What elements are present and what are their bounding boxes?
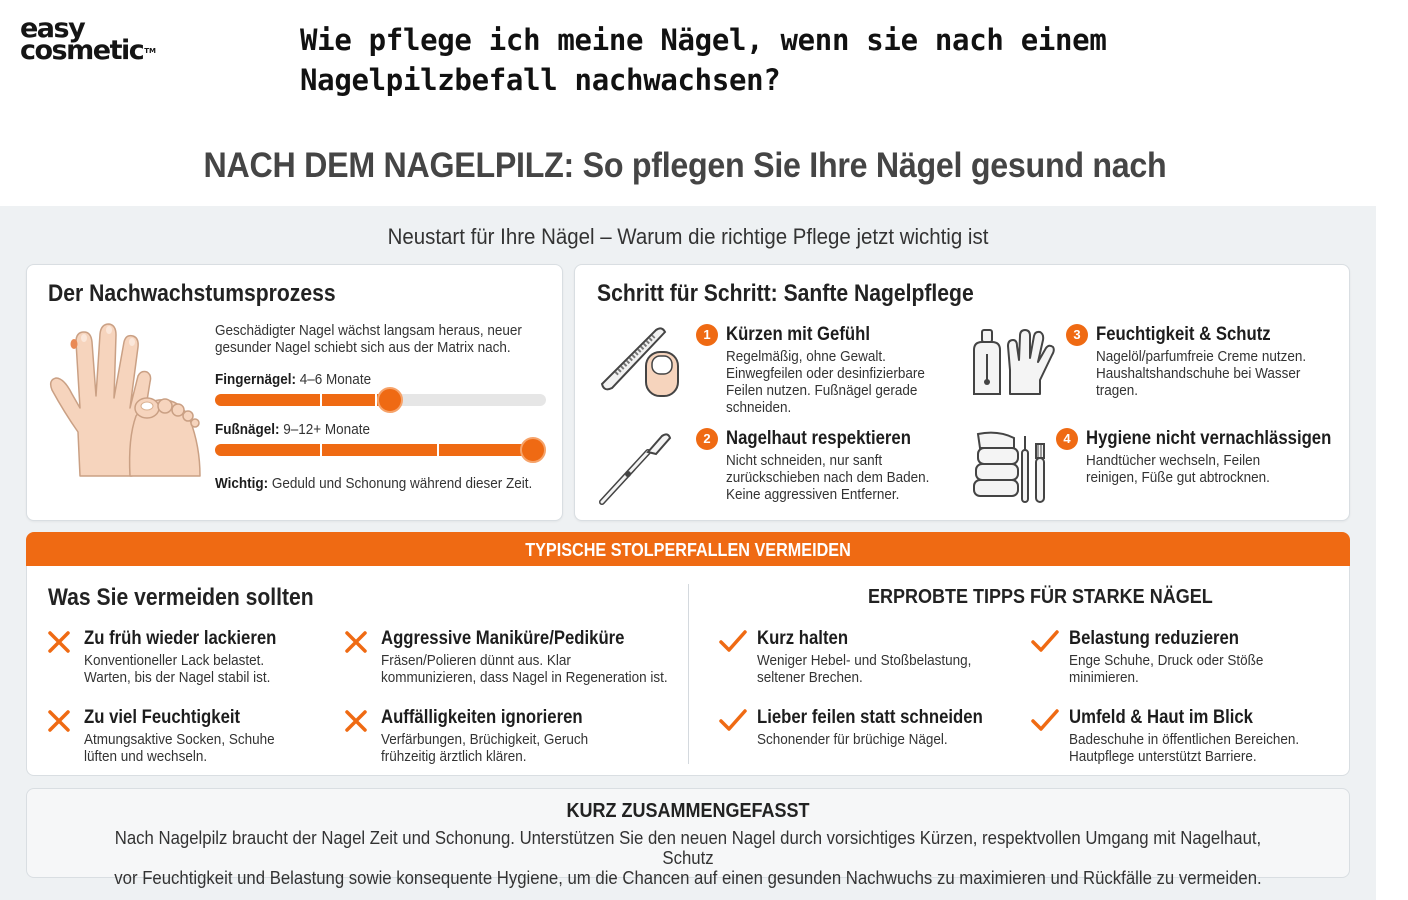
nail-file-icon: [594, 322, 686, 402]
step-3-line-1: Nagelöl/parfumfreie Creme nutzen.: [1096, 348, 1307, 365]
steps-card-title: Schritt für Schritt: Sanfte Nagelpflege: [597, 280, 974, 307]
step-4-badge: 4: [1056, 428, 1078, 450]
tip-1-line-2: seltener Brechen.: [757, 669, 863, 686]
step-2-line-3: Keine aggressiven Entferner.: [726, 486, 900, 503]
step-1-title: Kürzen mit Gefühl: [726, 324, 870, 345]
infographic-title: NACH DEM NAGELPILZ: So pflegen Sie Ihre Nägel gesund nach: [203, 146, 1167, 185]
finger-value: 4–6 Monate: [299, 371, 372, 388]
check-icon: [718, 628, 748, 654]
avoid-3-title: Zu viel Feuchtigkeit: [84, 707, 241, 728]
toe-value: 9–12+ Monate: [283, 421, 370, 438]
step-3-line-2: Haushaltshandschuhe bei Wasser: [1096, 365, 1301, 382]
cross-icon: [46, 708, 72, 734]
step-1-line-2: Einwegfeilen oder desinfizierbare: [726, 365, 925, 382]
cross-icon: [46, 629, 72, 655]
avoid-3-line-1: Atmungsaktive Socken, Schuhe: [84, 731, 275, 748]
step-1-line-4: schneiden.: [726, 399, 792, 416]
summary-title: KURZ ZUSAMMENGEFASST: [566, 800, 810, 822]
avoid-2-line-2: kommunizieren, dass Nagel in Regeneration ist.: [381, 669, 668, 686]
toe-bar-segment: [437, 444, 439, 456]
toenail-marker-icon: [520, 437, 546, 463]
question-line-2: Nagelpilzbefall nachwachsen?: [300, 63, 781, 97]
avoid-3-line-2: lüften und wechseln.: [84, 748, 208, 765]
toe-progress-fill: [215, 444, 536, 456]
avoid-1-line-2: Warten, bis der Nagel stabil ist.: [84, 669, 271, 686]
tip-2-line-1: Enge Schuhe, Druck oder Stöße: [1069, 652, 1264, 669]
check-icon: [1030, 707, 1060, 733]
avoid-1-line-1: Konventioneller Lack belastet.: [84, 652, 265, 669]
oil-bottle-glove-icon: [970, 324, 1056, 398]
tip-1-title: Kurz halten: [757, 628, 849, 649]
towels-brush-icon: [970, 428, 1054, 506]
finger-label: Fingernägel:: [215, 371, 297, 388]
step-1-badge: 1: [696, 324, 718, 346]
infographic-subtitle: Neustart für Ihre Nägel – Warum die richtige Pflege jetzt wichtig ist: [387, 224, 989, 249]
growth-desc-line-2: gesunder Nagel schiebt sich aus der Matrix nach.: [215, 339, 511, 356]
tip-2-title: Belastung reduzieren: [1069, 628, 1240, 649]
step-3-title: Feuchtigkeit & Schutz: [1096, 324, 1271, 345]
pitfalls-divider: [688, 584, 689, 764]
tip-1-line-1: Weniger Hebel- und Stoßbelastung,: [757, 652, 972, 669]
growth-note-text: Geduld und Schonung während dieser Zeit.: [271, 475, 533, 492]
step-2-title: Nagelhaut respektieren: [726, 428, 911, 449]
brand-logo: [20, 13, 156, 66]
step-4-line-2: reinigen, Füße gut abtrocknen.: [1086, 469, 1270, 486]
finger-bar-segment: [320, 394, 322, 406]
avoid-4-line-1: Verfärbungen, Brüchigkeit, Geruch: [381, 731, 589, 748]
step-3-badge: 3: [1066, 324, 1088, 346]
growth-note: [215, 475, 532, 492]
logo-line-cosmetic: [20, 35, 156, 66]
tips-title: ERPROBTE TIPPS FÜR STARKE NÄGEL: [868, 586, 1213, 608]
hand-foot-illustration-icon: [44, 320, 204, 482]
growth-note-label: Wichtig:: [215, 475, 269, 492]
finger-progress-fill: [215, 394, 390, 406]
avoid-1-title: Zu früh wieder lackieren: [84, 628, 277, 649]
avoid-4-line-2: frühzeitig ärztlich klären.: [381, 748, 527, 765]
tip-2-line-2: minimieren.: [1069, 669, 1139, 686]
tip-3-line-1: Schonender für brüchige Nägel.: [757, 731, 948, 748]
pitfalls-band-label: TYPISCHE STOLPERFALLEN VERMEIDEN: [525, 540, 851, 560]
step-3-line-3: tragen.: [1096, 382, 1139, 399]
step-2-line-1: Nicht schneiden, nur sanft: [726, 452, 883, 469]
step-1-line-3: Feilen nutzen. Fußnägel gerade: [726, 382, 918, 399]
step-2-badge: 2: [696, 428, 718, 450]
toe-bar-segment: [320, 444, 322, 456]
step-2-line-2: zurückschieben nach dem Baden.: [726, 469, 930, 486]
page-question: [300, 20, 1120, 100]
check-icon: [1030, 628, 1060, 654]
toe-label: Fußnägel:: [215, 421, 280, 438]
step-1-line-1: Regelmäßig, ohne Gewalt.: [726, 348, 886, 365]
question-line-1: Wie pflege ich meine Nägel, wenn sie nach einem: [300, 23, 1107, 57]
step-4-line-1: Handtücher wechseln, Feilen: [1086, 452, 1261, 469]
logo-word-cosmetic: cosmetic: [20, 35, 144, 66]
logo-line-easy: easy: [20, 13, 85, 44]
cross-icon: [343, 629, 369, 655]
avoid-2-line-1: Fräsen/Polieren dünnt aus. Klar: [381, 652, 571, 669]
fingernail-marker-icon: [377, 387, 403, 413]
finger-progress-bar: [215, 394, 546, 406]
avoid-2-title: Aggressive Maniküre/Pediküre: [381, 628, 625, 649]
toe-progress-bar: [215, 444, 546, 456]
tip-4-title: Umfeld & Haut im Blick: [1069, 707, 1253, 728]
avoid-title: Was Sie vermeiden sollten: [48, 584, 314, 611]
avoid-4-title: Auffälligkeiten ignorieren: [381, 707, 583, 728]
summary-text: [110, 828, 1267, 888]
growth-card-title: Der Nachwachstumsprozess: [48, 280, 336, 307]
cross-icon: [343, 708, 369, 734]
logo-trademark: TM: [144, 47, 156, 55]
summary-line-2: vor Feuchtigkeit und Belastung sowie konsequente Hygiene, um die Chancen auf einen gesunden Nachwuchs zu maximieren und Rückfälle zu vermeiden.: [114, 868, 1262, 888]
summary-line-1: Nach Nagelpilz braucht der Nagel Zeit und Schonung. Unterstützen Sie den neuen Nagel durch vorsichtiges Kürzen, respektvollen Umgang mit Nagelhaut, Schutz: [114, 828, 1262, 868]
growth-desc-line-1: Geschädigter Nagel wächst langsam heraus, neuer: [215, 322, 522, 339]
check-icon: [718, 707, 748, 733]
finger-duration: [215, 371, 371, 388]
tip-3-title: Lieber feilen statt schneiden: [757, 707, 983, 728]
toe-duration: [215, 421, 370, 438]
tip-4-line-1: Badeschuhe in öffentlichen Bereichen.: [1069, 731, 1300, 748]
step-4-title: Hygiene nicht vernachlässigen: [1086, 428, 1332, 449]
cuticle-pusher-icon: [596, 428, 676, 508]
tip-4-line-2: Hautpflege unterstützt Barriere.: [1069, 748, 1257, 765]
